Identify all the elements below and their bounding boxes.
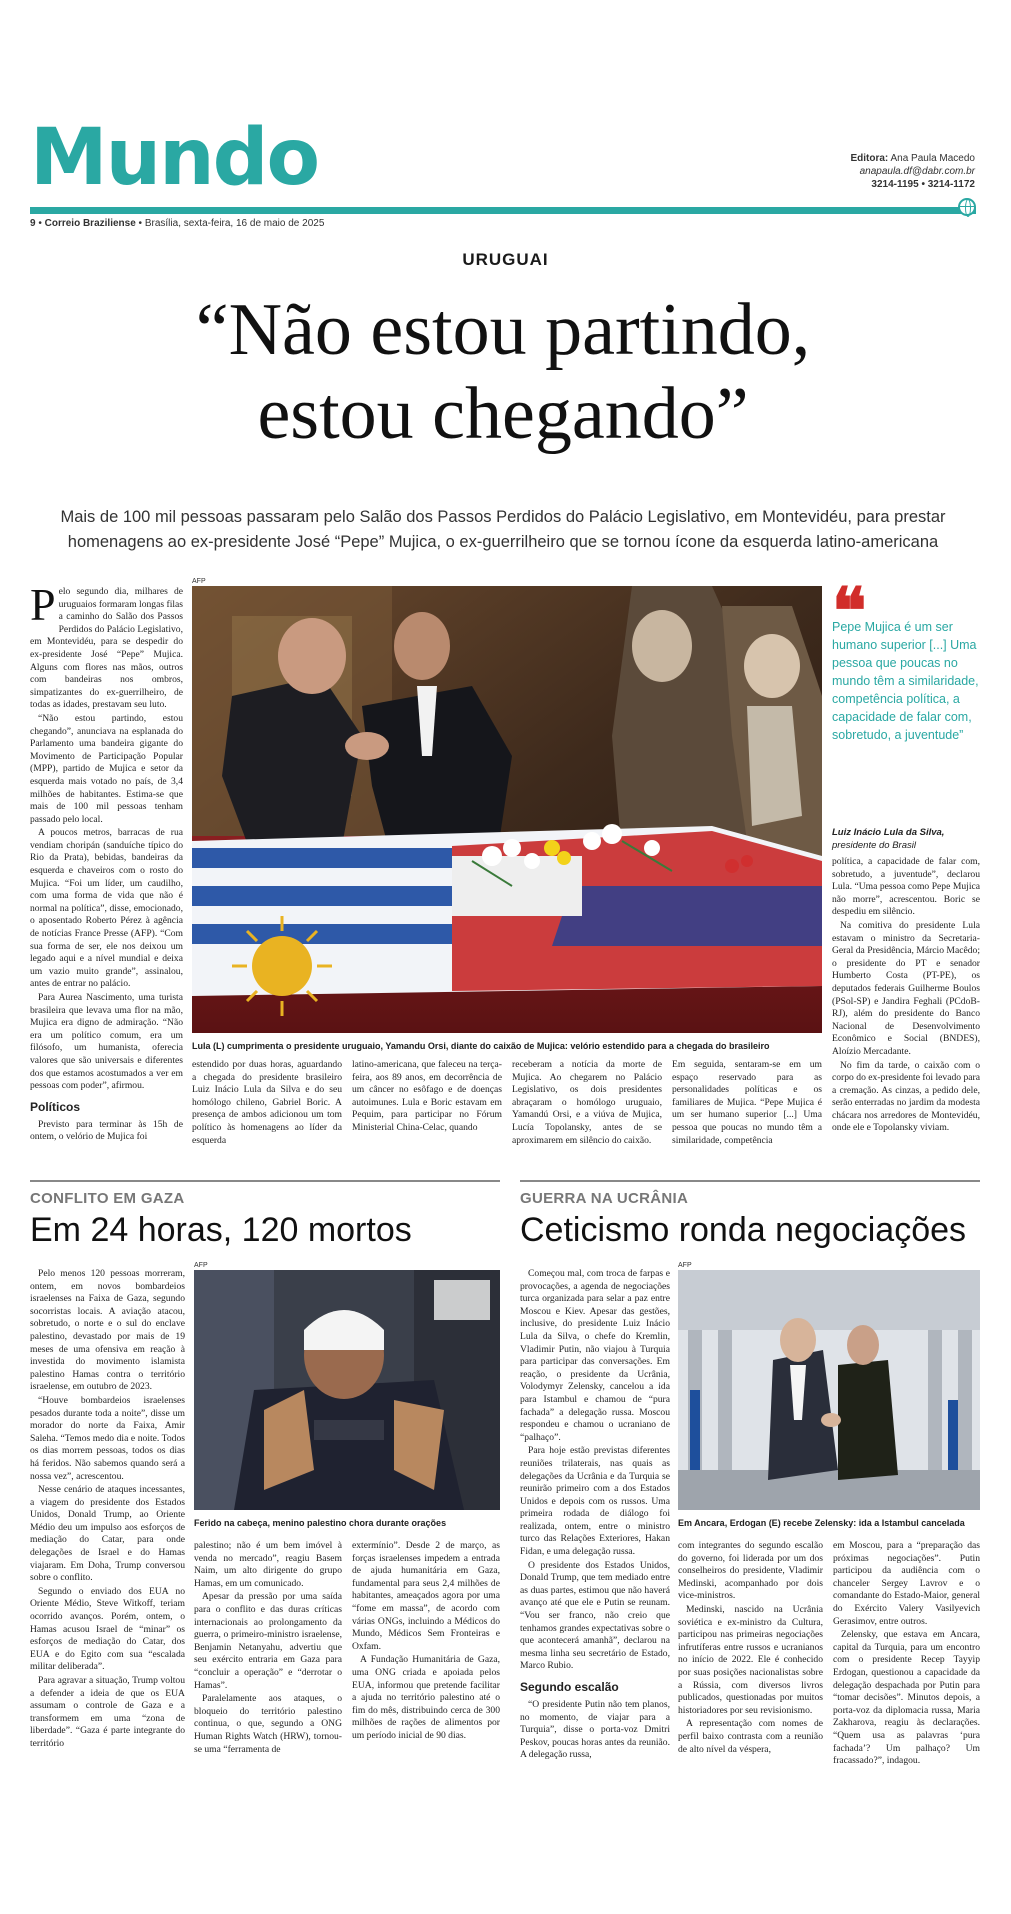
col1-subtitle: Políticos [30,1099,81,1114]
ukraine-col-3 [833,1540,980,1904]
folio-line: 9 • Correio Braziliense • Brasília, sexta-feira, 16 de maio de 2025 [30,218,325,229]
main-story-bottom-col-2: latino-americana, que faleceu na terça-feira, aos 89 anos, em decorrência de um câncer no esôfago e de doenças autoimunes. Lula e Boric estavam em Pequim, para participar no Fórum Ministerial China-Celac, quando [352,1059,502,1133]
main-story-col-1 [30,586,183,1166]
quote-icon: ❝ [832,576,867,647]
headline-line-1: “Não estou partindo, [195,289,811,371]
ukraine-paragraph: em Moscou, para a “preparação das próximas negociações”. Putin participou da audiência com o chanceler Sergey Lavrov e o comandante do Estado-Maior, general do Exército Valery Vasilyevich Gerasimov, entre outros. [833,1540,980,1627]
gaza-paragraph: Paralelamente aos ataques, o bloqueio do território palestino continua, o que, segundo a ONG Human Rights Watch (HRW), tornou-se uma “ferramenta de [194,1693,342,1755]
gaza-paragraph: Segundo o enviado dos EUA no Oriente Médio, Steve Witkoff, teriam ocorrido avanços. Porém, ontem, o Hamas acusou Israel de “minar” os esforços de mediação do Catar, dos EUA e do Egito com sua “escalada militar deliberada”. [30,1585,185,1673]
story-subhead: Mais de 100 mil pessoas passaram pelo Salão dos Passos Perdidos do Palácio Legislativo, em Montevidéu, para prestar homenagens ao ex-presidente José “Pepe” Mujica, o ex-guerrilheiro que se tornou ícone da esquerda latino-americana [60,508,946,551]
main-photo-image [192,586,822,1033]
ukraine-paragraph: Para hoje estão previstas diferentes reuniões trilaterais, nas quais as delegações da Ucrânia e da Turquia se reunirão primeiro com a dos Estados Unidos e depois com os russos. Uma primeira rodada de diálogo foi realizada, ontem, entre o ministro turco das Relações Exteriores, Hakan Fidan, e uma delegação russa. [520,1445,670,1558]
gaza-paragraph: “Houve bombardeios israelenses pesados durante toda a noite”, disse um morador do norte da Faixa, Amir Saleha. “Temos medo dia e noite. Todos os dias morrem pessoas, todos os dias há feridos. Não sabemos quando será a nossa vez”, acrescentou. [30,1394,185,1482]
quote-text: Pepe Mujica é um ser humano superior [...] Uma pessoa que poucas no mundo têm a similaridade, competência política, a capacidade de falar com, sobretudo, a juventude” [832,620,979,742]
ukraine-title: Ceticismo ronda negociações [520,1211,967,1249]
quote-author-name: Luiz Inácio Lula da Silva, [832,827,945,838]
ukraine-paragraph: “O presidente Putin não tem planos, no momento, de viajar para a Turquia”, disse o porta-voz Dmitri Peskov, poucas horas antes da reunião. A delegação russa, [520,1699,670,1761]
editor-info [850,152,975,191]
story-kicker: URUGUAI [462,250,549,269]
dropcap: P [30,586,56,630]
gaza-paragraph: Para agravar a situação, Trump voltou a defender a ideia de que os EUA assumam o controle de Gaza e a transformem em uma “zona de liberdade”. “Gaza é parte integrante do território [30,1675,185,1749]
col1-paragraph: “Não estou partindo, estou chegando”, anunciava na esplanada do Parlamento uma bandeira gigante do Movimento de Participação Popular (MPP), partido de Mujica e setor da esquerda mais votado no país, de 3,4 milhões de habitantes. Estima-se que mais de 100 mil pessoas tenham passado pelo local. [30,712,183,825]
gaza-paragraph: A Fundação Humanitária de Gaza, uma ONG criada e apoiada pelos EUA, informou que pretende facilitar a ajuda no território palestino até o fim do mês, distribuindo cerca de 300 milhões de rações de alimentos por um período inicial de 90 dias. [352,1654,500,1741]
main-story-bottom-col-4: Em seguida, sentaram-se em um espaço reservado para as personalidades políticas e os familiares de Mujica. “Pepe Mujica é um ser humano superior [...] Uma pessoa que poucas no mundo têm a similaridade, competência [672,1059,822,1146]
main-photo [192,586,822,1033]
gaza-col-1 [30,1268,185,1904]
gaza-section-rule [30,1180,500,1182]
main-story-bottom-col-3: receberam a notícia da morte de Mujica. Ao chegarem no Palácio Legislativo, os dois presidentes abraçaram o homólogo uruguaio, Yamandú Orsi, e a viúva de Mujica, Lucía Topolansky, antes de se aproximarem em silêncio do caixão. [512,1059,662,1146]
editor-label: Editora: [850,153,889,164]
gaza-paragraph: palestino; não é um bem imóvel à venda no mercado”, reagiu Basem Naim, um alto dirigente do grupo Hamas, em um comunicado. [194,1540,342,1589]
right-col-paragraph: Na comitiva do presidente Lula estavam o ministro da Secretaria-Geral da Presidência, Márcio Macêdo; o presidente do PT e senador Humberto Costa (PT-PE), os deputados federais Guilherme Boulos (PSol-SP) e Jandira Feghali (PCdoB-RJ), além do presidente do Banco Nacional de Desenvolvimento Econômico e Social (BNDES), Aloízio Mercadante. [832,919,980,1057]
ukraine-subtitle: Segundo escalão [520,1680,619,1694]
gaza-paragraph: Nesse cenário de ataques incessantes, a viagem do presidente dos Estados Unidos, Donald Trump, ao Oriente Médio deu um impulso aos esforços de mediação do Catar, para onde delegações de Israel e do Hamas viajaram. Em Doha, Trump conversou sobre o conflito. [30,1484,185,1584]
globe-icon [958,198,976,216]
gaza-photo-caption: Ferido na cabeça, menino palestino chora durante orações [194,1518,447,1528]
right-col-paragraph: política, a capacidade de falar com, sobretudo, a juventude”, declarou Lula. “Uma pessoa como Pepe Mujica não morre”, acrescentou. Boric se despediu em silêncio. [832,856,980,918]
ukraine-photo-image [678,1270,980,1510]
ukraine-paragraph: Começou mal, com troca de farpas e provocações, a agenda de negociações turca organizada para selar a paz entre Moscou e Kiev. Apesar das gestões, inclusive, do presidente Luiz Inácio Lula da Silva, o chefe do Kremlin, Vladimir Putin, não viajou à Turquia para participar das conversações. Em reação, o presidente da Ucrânia, Volodymyr Zelensky, cancelou a ida para Istambul e chamou de “pura fachada” a delegação russa. Moscou respondeu e chamou o ucraniano de “palhaço”. [520,1268,670,1443]
col1-paragraph: A poucos metros, barracas de rua vendiam choripán (sanduíche típico do Rio da Prata), bebidas, bandeiras da esquerda e chaveiros com o rosto do Mujica. “Foi um líder, um caudilho, com uma forma de vida que não é normal na política”, disse, emocionado, o aposentado Roberto Pérez à agência de notícias France Presse (AFP). “Com sua forma de ser, ele nos deixou um legado aqui e a nível mundial e deixa um vazio muito grande”, assinalou, antes de entrar no palácio. [30,827,183,990]
ukraine-col-2 [678,1540,823,1904]
ukraine-section-label: GUERRA NA UCRÂNIA [520,1190,689,1207]
section-name: Mundo [30,113,319,203]
gaza-section-label: CONFLITO EM GAZA [30,1190,185,1207]
story-headline [30,288,976,456]
col1-paragraph: Para Aurea Nascimento, uma turista brasileira que levava uma flor na mão, Mujica era digno de admiração. “Não era um político comum, era um filósofo, um humanista, oferecia valores que são universais e diferentes dos que estamos acostumados a ver em pessoas com poder”, afirmou. [30,992,183,1092]
ukraine-paragraph: O presidente dos Estados Unidos, Donald Trump, que tem mediado entre as duas partes, estimou que não haverá avanço até que ele e Putin se reunam. “Vou ser franco, não creio que tenhamos grandes expectativas sobre o que acontecerá amanhã”, declarou na mesma linha seu secretário de Estado, Marco Rubio. [520,1559,670,1672]
folio-paper: Correio Braziliense [44,218,136,229]
main-story-right-col [832,856,980,1166]
ukraine-section-rule [520,1180,980,1182]
header-rule [30,207,976,214]
gaza-photo-credit: AFP [194,1262,208,1269]
right-col-paragraph: No fim da tarde, o caixão com o corpo do ex-presidente foi levado para a cremação. As cinzas, a pedido dele, serão enterradas no jardim da modesta chácara nos arredores de Montevidéu, onde ele e Topolansky viviam. [832,1059,980,1134]
col1-paragraph: elo segundo dia, milhares de uruguaios formaram longas filas a caminho do Salão dos Passos Perdidos do Palácio Legislativo, em Montevidéu, para se despedir do ex-presidente José “Pepe” Mujica. Alguns com flores nas mãos, outros com bandeiras nos ombros, simpatizantes do ex-guerrilheiro, de todas as idades, prestavam seu luto. [30,586,183,711]
col1-paragraph: Previsto para terminar às 15h de ontem, o velório de Mujica foi [30,1118,183,1143]
ukraine-paragraph: A representação com nomes de perfil baixo contrasta com a reunião de alto nível da véspera, [678,1718,823,1755]
folio-page: 9 [30,218,36,229]
headline-line-2: estou chegando” [257,373,749,455]
ukraine-photo-credit: AFP [678,1262,692,1269]
gaza-col-2 [194,1540,342,1904]
editor-name: Ana Paula Macedo [890,153,975,164]
ukraine-photo [678,1270,980,1510]
ukraine-paragraph: Zelensky, que estava em Ancara, capital da Turquia, para um encontro com o presidente Recep Tayyip Erdogan, questionou a capacidade da delegação despachada por Putin para “tomar decisões”. Minutos depois, a porta-voz da diplomacia russa, Maria Zakharova, reagiu às declarações. “Quem usa as palavras ‘pura fachada’? Um palhaço? Um fracassado?”, indagou. [833,1629,980,1767]
ukraine-paragraph: Medinski, nascido na Ucrânia soviética e ex-ministro da Cultura, participou nas primeiras negociações infrutíferas entre russos e ucranianos no início de 2022. Ele é conhecido por suas posições nacionalistas sobre a Rússia, com diversos livros publicados, questionadas por muitos historiadores por seu revisionismo. [678,1603,823,1716]
gaza-paragraph: extermínio”. Desde 2 de março, as forças israelenses impedem a entrada de ajuda humanitária em Gaza, fundamental para seus 2,4 milhões de habitantes, ameaçados agora por uma “fome em massa”, de acordo com várias ONGs, incluindo a Médicos do Mundo, Médicos Sem Fronteiras e Oxfam. [352,1540,500,1652]
gaza-paragraph: Apesar da pressão por uma saída para o conflito e das duras críticas internacionais ao prolongamento da guerra, o primeiro-ministro israelense, Benjamin Netanyahu, advertiu que seu exército entraria em Gaza para “concluir a operação” e “derrotar o Hamas”. [194,1591,342,1691]
quote-author-role: presidente do Brasil [832,840,916,851]
editor-phones: 3214-1195 • 3214-1172 [871,179,975,190]
main-photo-credit: AFP [192,578,206,585]
main-story-bottom-col-1: estendido por duas horas, aguardando a chegada do presidente brasileiro Luiz Inácio Lula da Silva e do seu homólogo chileno, Gabriel Boric. A presença de ambos adicionou um tom político às homenagens ao líder da esquerda [192,1059,342,1146]
gaza-title: Em 24 horas, 120 mortos [30,1211,412,1249]
ukraine-col-1 [520,1268,670,1904]
main-photo-caption: Lula (L) cumprimenta o presidente uruguaio, Yamandu Orsi, diante do caixão de Mujica: velório estendido para a chegada do brasileiro [192,1041,770,1051]
ukraine-photo-caption: Em Ancara, Erdogan (E) recebe Zelensky: ida a Istambul cancelada [678,1518,965,1528]
editor-email[interactable]: anapaula.df@dabr.com.br [859,166,975,177]
gaza-photo-image [194,1270,500,1510]
quote-author [832,826,980,852]
gaza-photo [194,1270,500,1510]
folio-place-date: Brasília, sexta-feira, 16 de maio de 2025 [144,218,325,229]
gaza-col-3 [352,1540,500,1904]
ukraine-paragraph: com integrantes do segundo escalão do governo, foi liderada por um dos conselheiros do presidente, Vladimir Medinski, acompanhado por dois vice-ministros. [678,1540,823,1602]
gaza-paragraph: Pelo menos 120 pessoas morreram, ontem, em novos bombardeios israelenses na Faixa de Gaza, segundo socorristas locais. A aviação atacou, sobretudo, o norte e o sul do enclave palestino, devastado por mais de 19 meses de uma ofensiva em reação à investida do movimento islamista palestino Hamas contra o território israelense, em outubro de 2023. [30,1268,185,1393]
